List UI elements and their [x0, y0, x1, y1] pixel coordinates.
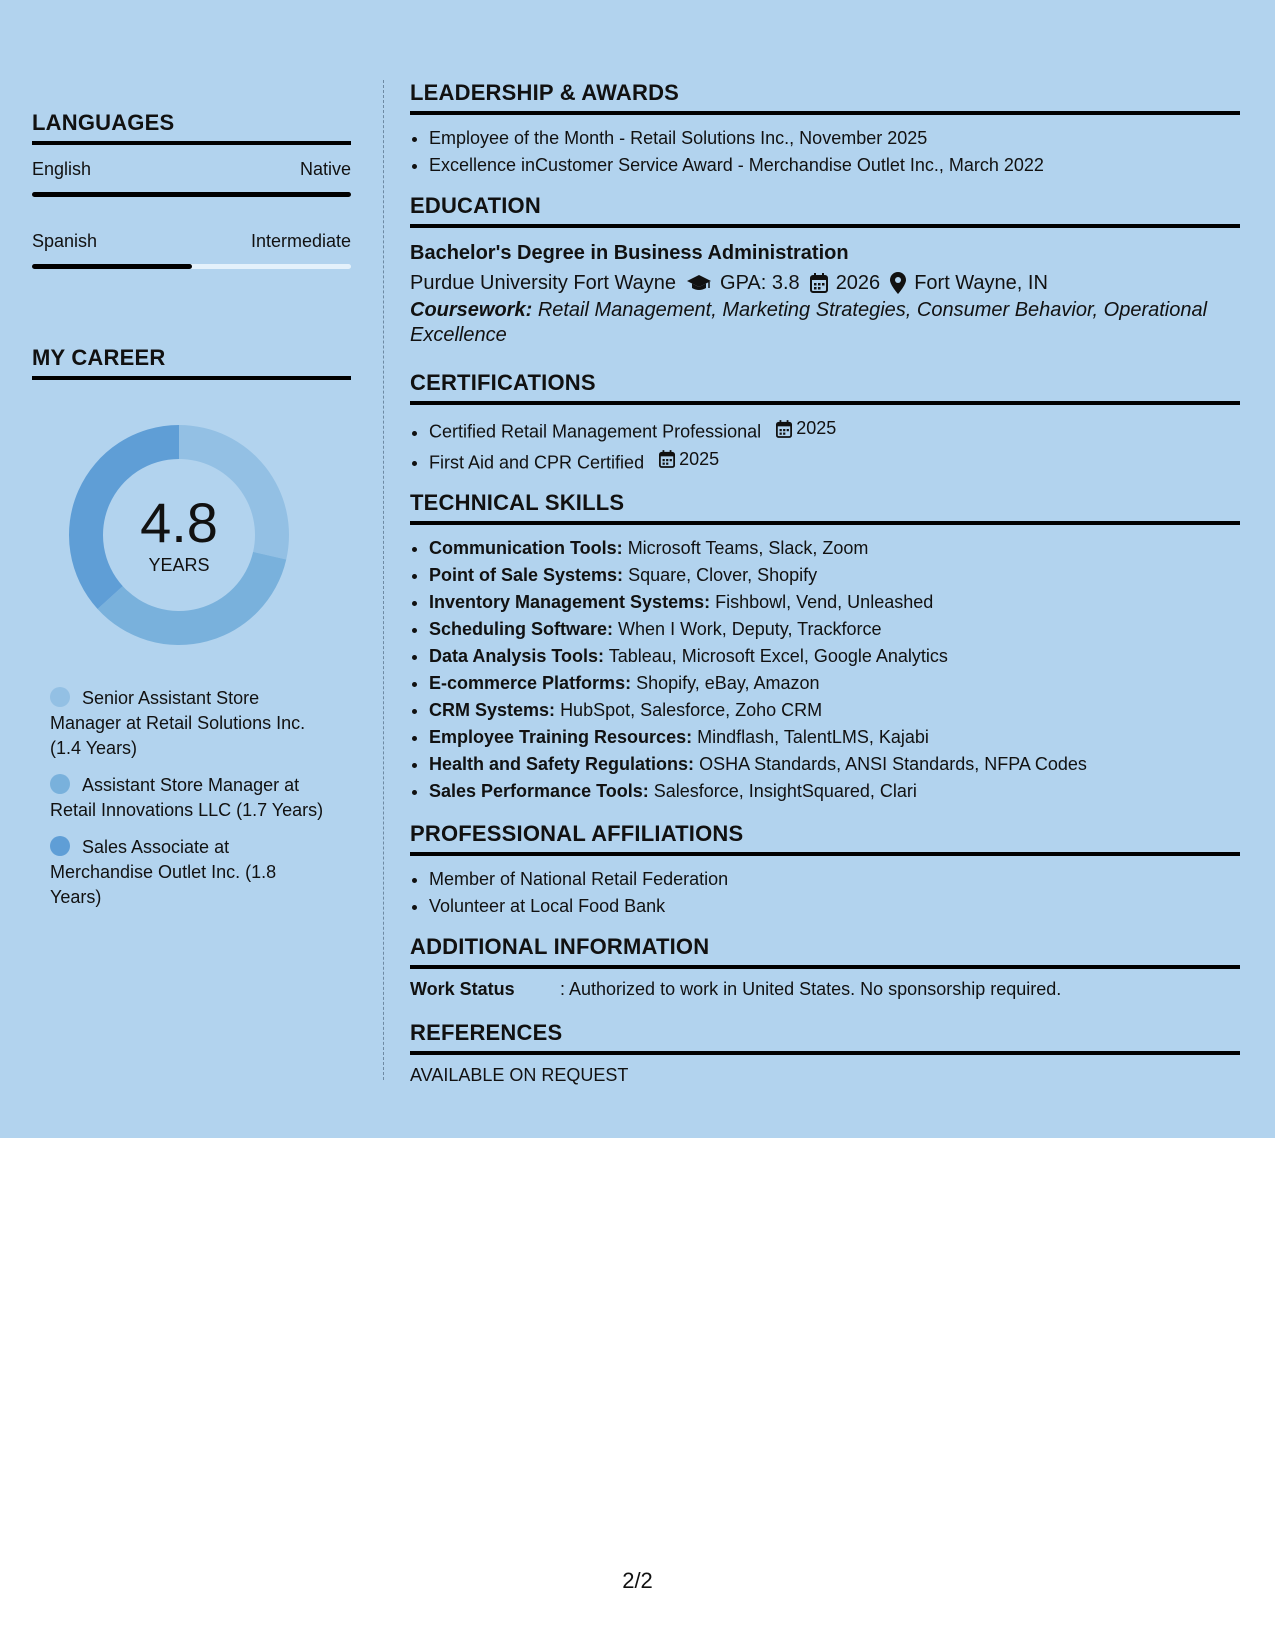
legend-dot [50, 836, 70, 856]
career-heading: MY CAREER [32, 345, 351, 380]
sidebar [32, 80, 351, 922]
cert-name: First Aid and CPR Certified [429, 452, 645, 472]
list-item: • Member of National Retail Federation [429, 866, 1240, 893]
language-bar [32, 192, 351, 197]
edu-coursework [410, 298, 1240, 348]
additional-heading: ADDITIONAL INFORMATION [410, 934, 1240, 969]
career-unit: YEARS [148, 554, 210, 575]
skill-value: Mindflash, TalentLMS, Kajabi [697, 727, 929, 747]
main-content [410, 80, 1240, 1100]
edu-gpa: GPA: 3.8 [720, 272, 800, 294]
calendar-icon [776, 420, 792, 438]
leadership-heading: LEADERSHIP & AWARDS [410, 80, 1240, 115]
references-text: AVAILABLE ON REQUEST [410, 1065, 629, 1085]
affiliations-section [410, 821, 1240, 920]
list-item: • Excellence inCustomer Service Award - Merchandise Outlet Inc., March 2022 [429, 152, 1240, 179]
skill-value: When I Work, Deputy, Trackforce [618, 619, 882, 639]
edu-degree: Bachelor's Degree in Business Administration [410, 242, 849, 264]
skill-item [429, 616, 1240, 643]
cert-year: 2025 [796, 418, 837, 438]
additional-section [410, 934, 1240, 1000]
coursework-text: Retail Management, Marketing Strategies, Consumer Behavior, Operational Excellence [410, 299, 1208, 346]
affiliations-heading: PROFESSIONAL AFFILIATIONS [410, 821, 1240, 856]
skill-label: Scheduling Software: [429, 619, 614, 639]
language-level: Native [299, 159, 351, 179]
cert-year: 2025 [679, 448, 720, 469]
work-status-value: : Authorized to work in United States. No sponsorship required. [560, 979, 1062, 999]
list-item: • Employee of the Month - Retail Solutions Inc., November 2025 [429, 125, 1240, 152]
skill-item [429, 697, 1240, 724]
cert-date [776, 415, 836, 442]
location-pin-icon [890, 272, 906, 294]
skill-value: Square, Clover, Shopify [628, 565, 818, 585]
language-name: Spanish [32, 231, 98, 251]
skill-item [429, 778, 1240, 805]
skill-item [429, 643, 1240, 670]
skill-label: Sales Performance Tools: [429, 781, 649, 801]
language-bar [32, 264, 351, 269]
skills-section [410, 490, 1240, 805]
skill-value: Tableau, Microsoft Excel, Google Analytics [608, 646, 948, 666]
career-legend-item [50, 773, 330, 823]
edu-details [410, 268, 1240, 298]
donut-center [64, 420, 294, 650]
skill-value: HubSpot, Salesforce, Zoho CRM [560, 700, 823, 720]
skill-label: E-commerce Platforms: [429, 673, 632, 693]
skill-item [429, 589, 1240, 616]
career-legend-item [50, 835, 330, 910]
calendar-icon [659, 450, 675, 468]
references-heading: REFERENCES [410, 1020, 1240, 1055]
skill-item [429, 670, 1240, 697]
work-status-label: Work Status [410, 979, 515, 999]
certifications-section [410, 370, 1240, 476]
education-heading: EDUCATION [410, 193, 1240, 228]
education-section [410, 193, 1240, 348]
skill-label: Point of Sale Systems: [429, 565, 624, 585]
skill-label: Data Analysis Tools: [429, 646, 605, 666]
career-donut-chart [64, 420, 294, 650]
skill-label: Inventory Management Systems: [429, 592, 711, 612]
skill-label: Health and Safety Regulations: [429, 754, 695, 774]
list-item [429, 415, 1240, 446]
legend-dot [50, 687, 70, 707]
skill-item [429, 751, 1240, 778]
language-level: Intermediate [250, 231, 351, 251]
skill-label: Communication Tools: [429, 538, 623, 558]
skill-item [429, 724, 1240, 751]
skill-label: Employee Training Resources: [429, 727, 693, 747]
coursework-label: Coursework: [410, 299, 533, 321]
skill-value: Microsoft Teams, Slack, Zoom [627, 538, 869, 558]
language-bar-fill [32, 192, 351, 197]
skill-value: Shopify, eBay, Amazon [636, 673, 820, 693]
skill-value: Fishbowl, Vend, Unleashed [715, 592, 934, 612]
calendar-icon [810, 273, 828, 293]
language-spanish [32, 231, 351, 269]
skill-item [429, 562, 1240, 589]
career-legend [50, 686, 330, 910]
language-bar-fill [32, 264, 192, 269]
skill-value: OSHA Standards, ANSI Standards, NFPA Codes [699, 754, 1087, 774]
skills-heading: TECHNICAL SKILLS [410, 490, 1240, 525]
languages-heading: LANGUAGES [32, 110, 351, 145]
career-item-text: Sales Associate at Merchandise Outlet Inc. (1.8 Years) [50, 837, 277, 907]
career-item-text: Senior Assistant Store Manager at Retail Solutions Inc. (1.4 Years) [50, 688, 306, 758]
graduation-cap-icon [686, 273, 712, 293]
list-item [429, 446, 1240, 477]
work-status-row [410, 979, 1240, 1000]
cert-name: Certified Retail Management Professional [429, 421, 762, 442]
career-item-text: Assistant Store Manager at Retail Innovations LLC (1.7 Years) [50, 775, 324, 820]
references-section [410, 1020, 1240, 1086]
career-total: 4.8 [140, 490, 218, 554]
leadership-section [410, 80, 1240, 179]
page-number: 2/2 [622, 1568, 653, 1593]
edu-location: Fort Wayne, IN [914, 272, 1048, 294]
language-name: English [32, 159, 92, 179]
skill-label: CRM Systems: [429, 700, 556, 720]
language-english [32, 159, 351, 197]
skill-value: Salesforce, InsightSquared, Clari [653, 781, 917, 801]
certifications-heading: CERTIFICATIONS [410, 370, 1240, 405]
legend-dot [50, 774, 70, 794]
list-item: • Volunteer at Local Food Bank [429, 893, 1240, 920]
edu-year: 2026 [835, 272, 881, 294]
career-legend-item [50, 686, 330, 761]
edu-school: Purdue University Fort Wayne [410, 272, 677, 294]
column-divider [383, 80, 384, 1080]
skill-item [429, 535, 1240, 562]
cert-date [659, 446, 719, 473]
skills-list [410, 535, 1240, 805]
